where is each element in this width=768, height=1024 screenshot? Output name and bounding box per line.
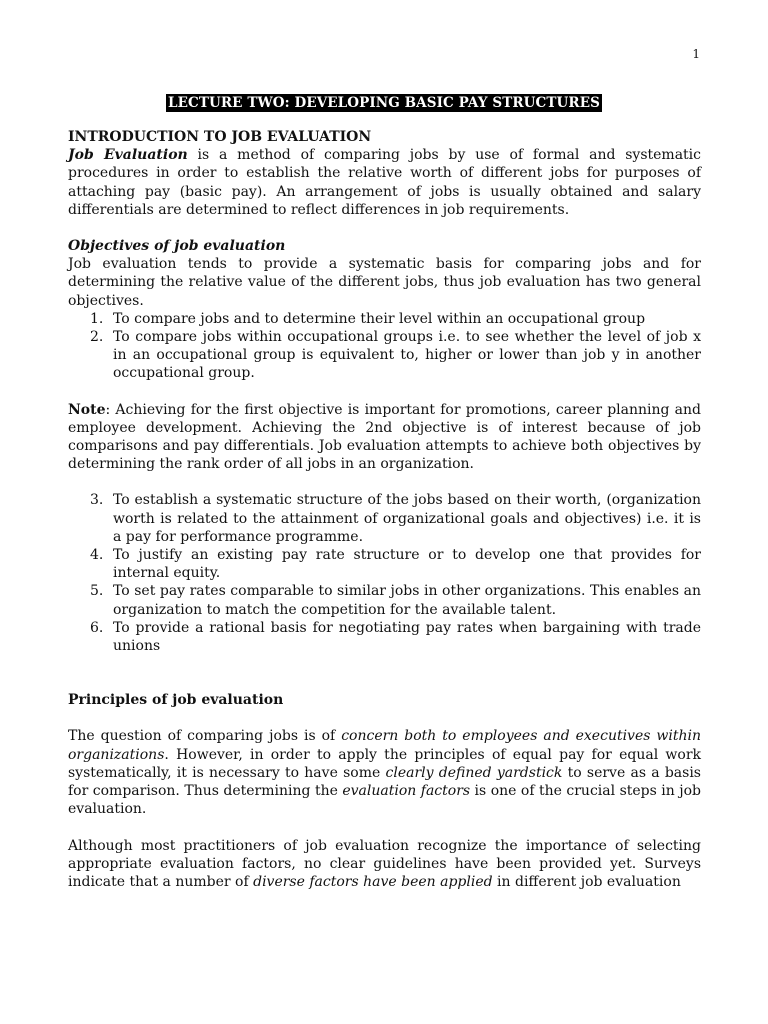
lecture-title: LECTURE TWO: DEVELOPING BASIC PAY STRUCTURES: [168, 95, 600, 111]
title-wrapper: [0, 92, 768, 112]
objectives-list: [68, 310, 701, 383]
list-item: 2. To compare jobs within occupational groups i.e. to see whether the level of job x in an occupational group is equivalent to, higher or lower than job y in another occupational group.: [90, 329, 701, 382]
objectives-paragraph: Job evaluation tends to provide a systematic basis for comparing jobs and for determining the relative value of the different jobs, thus job evaluation has two general objectives.: [68, 256, 701, 309]
document-body: [68, 128, 701, 891]
note-label: Note: [68, 401, 106, 418]
list-item: 3. To establish a systematic structure of the jobs based on their worth, (organization worth is related to the attainment of organizational goals and objectives) i.e. it is a pay for performance programme.: [90, 492, 701, 545]
note-text: : Achieving for the first objective is important for promotions, career planning and employee development. Achieving the 2nd objective is of interest because of job comparisons and pay differentials. Job evaluation attempts to achieve both objectives by determining the rank order of all jobs in an organization.: [68, 401, 701, 473]
intro-heading: INTRODUCTION TO JOB EVALUATION: [68, 129, 372, 145]
list-item: 5. To set pay rates comparable to similar jobs in other organizations. This enables an organization to match the competition for the available talent.: [90, 583, 701, 618]
principles-heading: Principles of job evaluation: [68, 692, 284, 709]
page-number: 1: [692, 47, 700, 61]
principles-paragraph-2: Although most practitioners of job evaluation recognize the importance of selecting appropriate evaluation factors, no clear guidelines have been provided yet. Surveys indicate that a number of diverse factors have been applied in different job evaluation: [68, 837, 701, 890]
principles-paragraph-1: The question of comparing jobs is of concern both to employees and executives within organizations. However, in order to apply the principles of equal pay for equal work systematically, it is necessary to have some clearly defined yardstick to serve as a basis for comparison. Thus determining the evaluation factors is one of the crucial steps in job evaluation.: [68, 728, 701, 818]
more-objectives-list: [68, 491, 701, 655]
objectives-heading: Objectives of job evaluation: [68, 238, 286, 255]
list-item: 6. To provide a rational basis for negotiating pay rates when bargaining with trade unions: [90, 619, 701, 655]
intro-text: is a method of comparing jobs by use of formal and systematic procedures in order to establish the relative worth of different jobs for purposes of attaching pay (basic pay). An arrangement of jobs is usually obtained and salary differentials are determined to reflect differences in job requirements.: [68, 147, 702, 218]
intro-paragraph: [68, 146, 701, 219]
note-paragraph: [68, 401, 701, 474]
list-item: 4. To justify an existing pay rate structure or to develop one that provides for internal equity.: [90, 547, 701, 582]
list-item: 1. To compare jobs and to determine their level within an occupational group: [90, 310, 646, 327]
intro-term: Job Evaluation: [68, 147, 188, 164]
